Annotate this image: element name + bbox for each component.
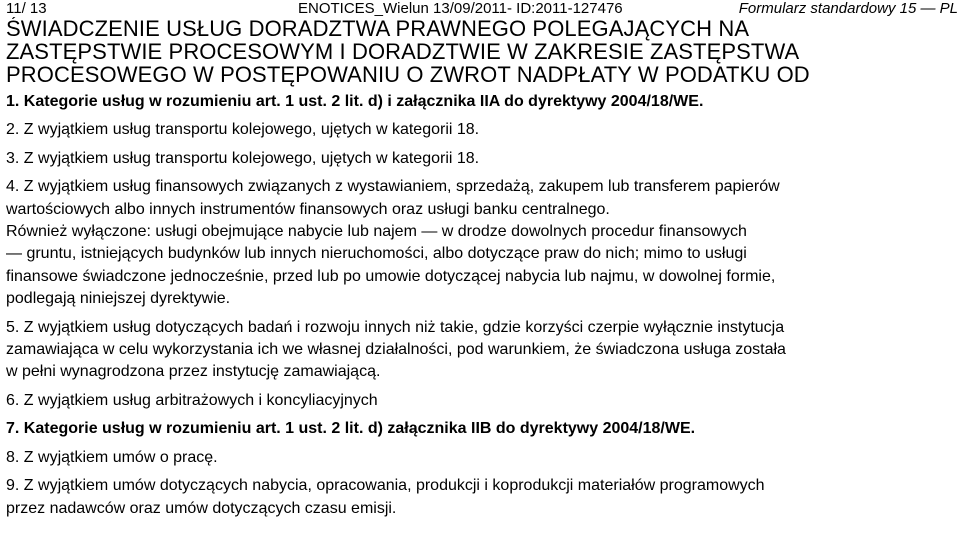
footnote-5-line: w pełni wynagrodzona przez instytucję zamawiającą.: [6, 363, 381, 381]
footnote-2: 2. Z wyjątkiem usług transportu kolejowego, ujętych w kategorii 18.: [6, 121, 480, 139]
footnote-8: 8. Z wyjątkiem umów o pracę.: [6, 448, 218, 466]
footnote-6: 6. Z wyjątkiem usług arbitrażowych i koncyliacyjnych: [6, 391, 378, 409]
footnote-4-exclusion-line: Również wyłączone: usługi obejmujące nabycie lub najem — w drodze dowolnych procedur finansowych: [6, 223, 747, 241]
footnote-9-line: 9. Z wyjątkiem umów dotyczących nabycia, opracowania, produkcji i koprodukcji materiałów programowych: [6, 477, 765, 495]
footnote-4-exclusion: [6, 221, 956, 311]
footnote-4-exclusion-line: podlegają niniejszej dyrektywie.: [6, 290, 231, 308]
notice-identifier: ENOTICES_Wielun 13/09/2011- ID:2011-127476: [298, 0, 623, 17]
footnote-4: [6, 176, 956, 221]
footnotes-section: [6, 91, 956, 520]
title-line-1: ŚWIADCZENIE USŁUG DORADZTWA PRAWNEGO POLEGAJĄCYCH NA: [6, 17, 750, 41]
footnote-3: 3. Z wyjątkiem usług transportu kolejowego, ujętych w kategorii 18.: [6, 149, 480, 167]
page-number: 11/ 13: [6, 0, 47, 17]
title-line-2: ZASTĘPSTWIE PROCESOWYM I DORADZTWIE W ZAKRESIE ZASTĘPSTWA: [6, 39, 800, 64]
footnote-4-line: 4. Z wyjątkiem usług finansowych związanych z wystawianiem, sprzedażą, zakupem lub transferem papierów: [6, 178, 780, 196]
footnote-7: 7. Kategorie usług w rozumieniu art. 1 ust. 2 lit. d) załącznika IIB do dyrektywy 2004/18/WE.: [6, 420, 696, 438]
footnote-5-line: zamawiająca w celu wykorzystania ich we własnej działalności, pod warunkiem, że świadczona usługa została: [6, 341, 786, 359]
footnote-5: [6, 317, 956, 384]
footnote-9: [6, 475, 956, 520]
footnote-4-line: wartościowych albo innych instrumentów finansowych oraz usługi banku centralnego.: [6, 200, 610, 218]
footnote-4-exclusion-line: finansowe świadczone jednocześnie, przed lub po umowie dotyczącej nabycia lub najmu, w dowolnej formie,: [6, 267, 776, 285]
footnote-4-exclusion-line: — gruntu, istniejących budynków lub innych nieruchomości, albo dotyczące praw do nich; mimo to usługi: [6, 245, 747, 263]
document-title: [6, 17, 956, 93]
form-type-label: Formularz standardowy 15 — PL: [738, 0, 958, 17]
footnote-9-line: przez nadawców oraz umów dotyczących czasu emisji.: [6, 499, 397, 517]
footnote-1: 1. Kategorie usług w rozumieniu art. 1 ust. 2 lit. d) i załącznika IIA do dyrektywy 2004/18/WE.: [6, 93, 704, 110]
footnote-5-line: 5. Z wyjątkiem usług dotyczących badań i rozwoju innych niż takie, gdzie korzyści czerpie wyłącznie instytucja: [6, 318, 785, 336]
title-line-3: PROCESOWEGO W POSTĘPOWANIU O ZWROT NADPŁATY W PODATKU OD: [6, 62, 810, 87]
